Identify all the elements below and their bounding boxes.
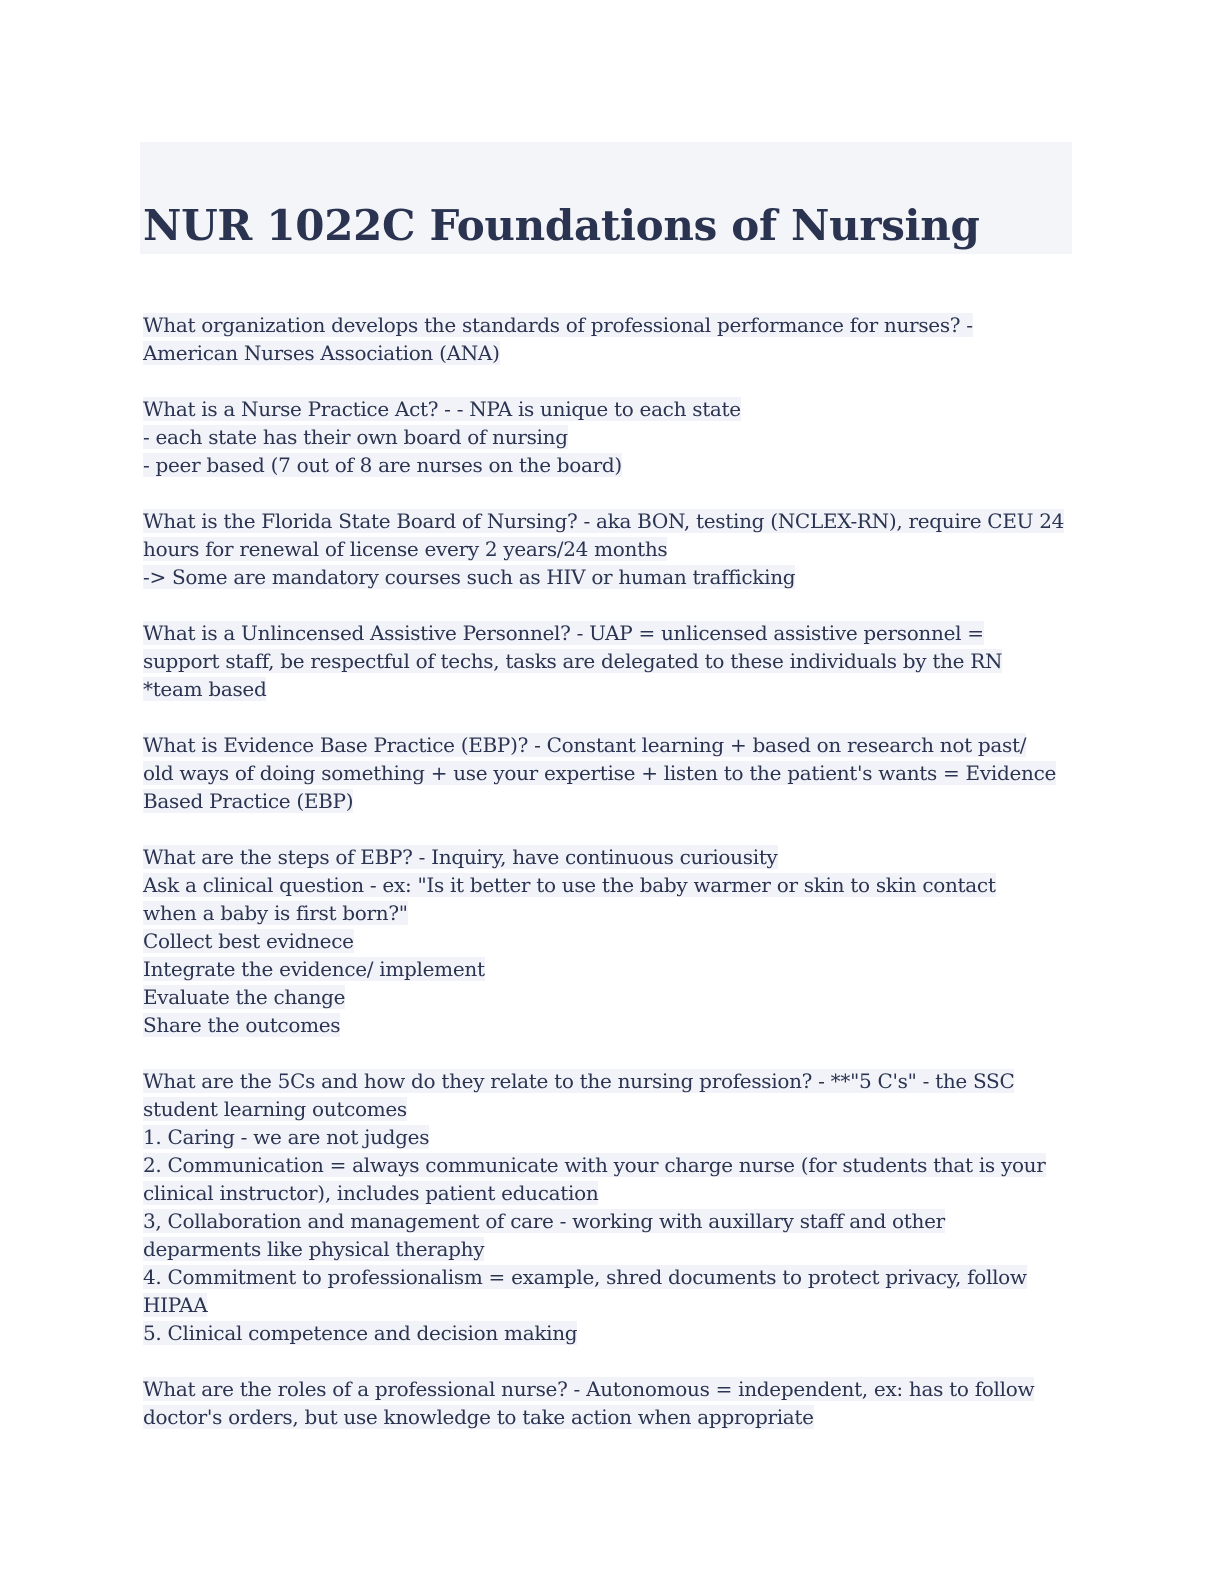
flashcard-line-text: old ways of doing something + use your expertise + listen to the patient's wants = Evidence: [143, 761, 1057, 785]
flashcard-line: [143, 1403, 1078, 1431]
flashcard-list: [143, 311, 1078, 1459]
document-title: NUR 1022C Foundations of Nursing: [143, 201, 980, 250]
flashcard-line-text: 4. Commitment to professionalism = example, shred documents to protect privacy, follow: [143, 1265, 1027, 1289]
flashcard-line-text: American Nurses Association (ANA): [143, 341, 500, 365]
flashcard-line: [143, 871, 1078, 899]
flashcard: [143, 843, 1078, 1039]
flashcard-line: [143, 423, 1078, 451]
flashcard-line-text: Collect best evidnece: [143, 929, 354, 953]
flashcard-line-text: What are the 5Cs and how do they relate to the nursing profession? - **"5 C's" - the SSC: [143, 1069, 1015, 1093]
flashcard-line: [143, 1263, 1078, 1291]
flashcard-line: [143, 759, 1078, 787]
flashcard-line: [143, 955, 1078, 983]
flashcard: [143, 507, 1078, 591]
flashcard: [143, 395, 1078, 479]
flashcard-line-text: - peer based (7 out of 8 are nurses on the board): [143, 453, 622, 477]
flashcard: [143, 731, 1078, 815]
flashcard-line-text: What is a Unlincensed Assistive Personnel? - UAP = unlicensed assistive personnel =: [143, 621, 984, 645]
flashcard-line-text: clinical instructor), includes patient education: [143, 1181, 599, 1205]
flashcard: [143, 1067, 1078, 1347]
flashcard-line: [143, 899, 1078, 927]
flashcard-line: [143, 395, 1078, 423]
flashcard-line: [143, 927, 1078, 955]
flashcard-line: [143, 563, 1078, 591]
flashcard-line-text: Based Practice (EBP): [143, 789, 354, 813]
flashcard-line: [143, 731, 1078, 759]
flashcard-line-text: *team based: [143, 677, 267, 701]
flashcard-line-text: What are the steps of EBP? - Inquiry, have continuous curiousity: [143, 845, 778, 869]
flashcard-line: [143, 1067, 1078, 1095]
flashcard-line: [143, 311, 1078, 339]
flashcard-line-text: Ask a clinical question - ex: "Is it better to use the baby warmer or skin to skin contact: [143, 873, 996, 897]
flashcard-line-text: when a baby is first born?": [143, 901, 408, 925]
flashcard-line-text: What are the roles of a professional nurse? - Autonomous = independent, ex: has to follow: [143, 1377, 1035, 1401]
flashcard: [143, 311, 1078, 367]
flashcard-line: [143, 507, 1078, 535]
flashcard-line: [143, 1235, 1078, 1263]
flashcard-line-text: What is a Nurse Practice Act? - - NPA is unique to each state: [143, 397, 741, 421]
flashcard-line-text: 2. Communication = always communicate with your charge nurse (for students that is your: [143, 1153, 1046, 1177]
flashcard-line: [143, 1151, 1078, 1179]
flashcard-line-text: HIPAA: [143, 1293, 208, 1317]
flashcard-line-text: 3, Collaboration and management of care - working with auxillary staff and other: [143, 1209, 945, 1233]
flashcard-line-text: 1. Caring - we are not judges: [143, 1125, 430, 1149]
flashcard-line: [143, 1179, 1078, 1207]
flashcard-line: [143, 843, 1078, 871]
flashcard-line-text: -> Some are mandatory courses such as HIV or human trafficking: [143, 565, 796, 589]
title-block: [140, 142, 1072, 254]
flashcard-line: [143, 983, 1078, 1011]
flashcard-line: [143, 675, 1078, 703]
flashcard-line: [143, 451, 1078, 479]
flashcard-line: [143, 647, 1078, 675]
flashcard: [143, 1375, 1078, 1431]
flashcard-line-text: doctor's orders, but use knowledge to take action when appropriate: [143, 1405, 814, 1429]
flashcard-line: [143, 1291, 1078, 1319]
flashcard-line-text: deparments like physical theraphy: [143, 1237, 485, 1261]
flashcard: [143, 619, 1078, 703]
flashcard-line: [143, 1207, 1078, 1235]
flashcard-line-text: Share the outcomes: [143, 1013, 341, 1037]
flashcard-line: [143, 1095, 1078, 1123]
flashcard-line-text: What organization develops the standards of professional performance for nurses? -: [143, 313, 973, 337]
flashcard-line-text: What is the Florida State Board of Nursing? - aka BON, testing (NCLEX-RN), require CEU 24: [143, 509, 1065, 533]
flashcard-line: [143, 619, 1078, 647]
flashcard-line-text: Evaluate the change: [143, 985, 346, 1009]
flashcard-line: [143, 1123, 1078, 1151]
flashcard-line-text: 5. Clinical competence and decision making: [143, 1321, 578, 1345]
flashcard-line: [143, 339, 1078, 367]
flashcard-line-text: student learning outcomes: [143, 1097, 407, 1121]
flashcard-line-text: hours for renewal of license every 2 years/24 months: [143, 537, 668, 561]
flashcard-line: [143, 1319, 1078, 1347]
flashcard-line-text: Integrate the evidence/ implement: [143, 957, 485, 981]
flashcard-line-text: What is Evidence Base Practice (EBP)? - Constant learning + based on research not past/: [143, 733, 1027, 757]
flashcard-line: [143, 535, 1078, 563]
flashcard-line-text: support staff, be respectful of techs, tasks are delegated to these individuals by the RN: [143, 649, 1003, 673]
flashcard-line: [143, 1375, 1078, 1403]
flashcard-line: [143, 1011, 1078, 1039]
flashcard-line: [143, 787, 1078, 815]
flashcard-line-text: - each state has their own board of nursing: [143, 425, 568, 449]
